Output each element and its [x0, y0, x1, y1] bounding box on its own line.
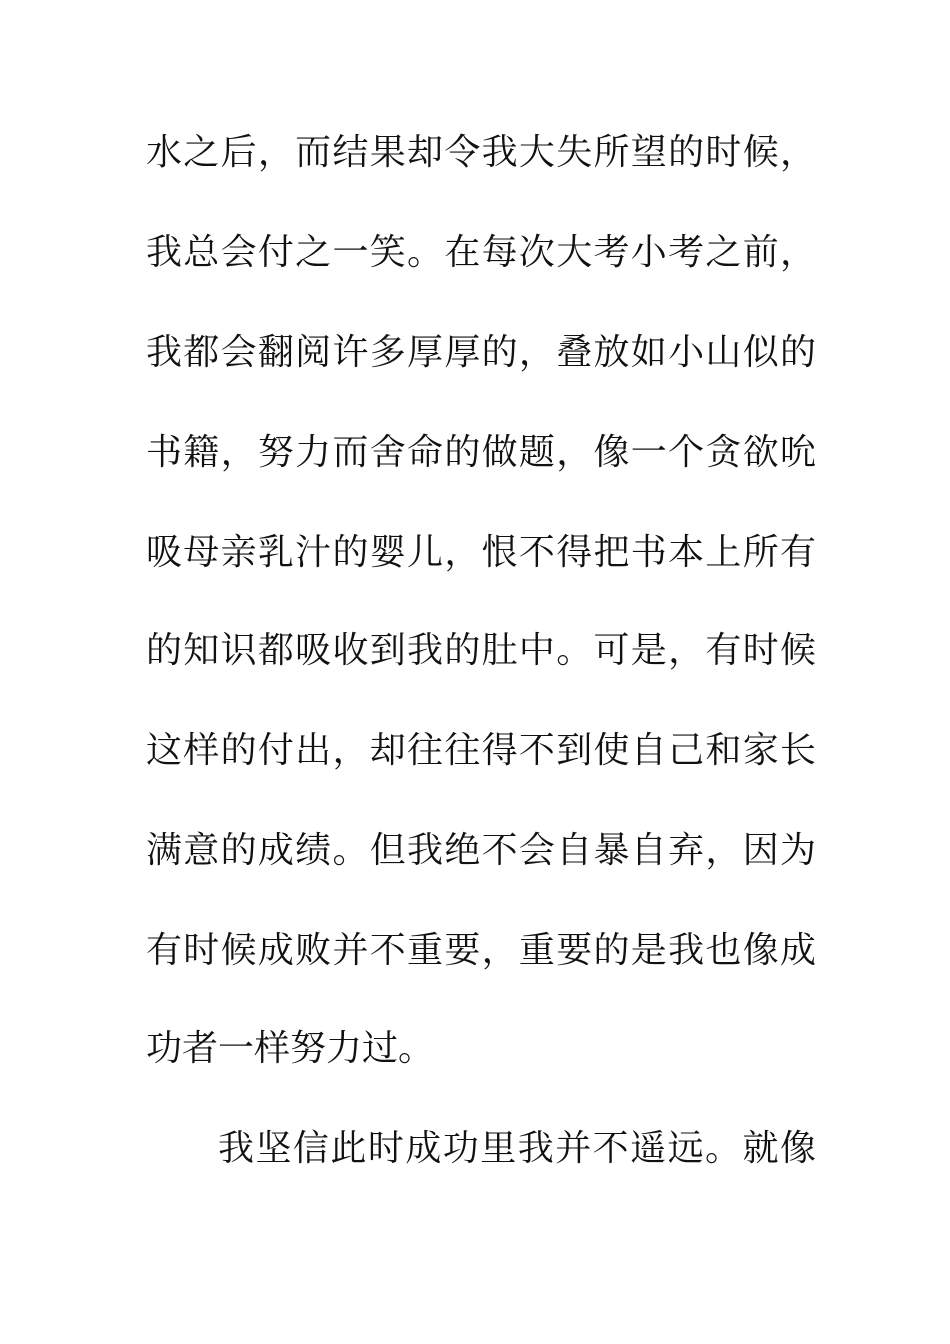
text-line-3: 我都会翻阅许多厚厚的，叠放如小山似的 [146, 332, 816, 373]
text-line-8: 满意的成绩。但我绝不会自暴自弃，因为 [146, 830, 816, 871]
text-line-7: 这样的付出，却往往得不到使自己和家长 [146, 730, 816, 771]
text-line-9: 有时候成败并不重要，重要的是我也像成 [146, 930, 816, 971]
text-line-4: 书籍，努力而舍命的做题，像一个贪欲吮 [146, 432, 816, 473]
text-line-10: 功者一样努力过。 [146, 1028, 435, 1069]
text-line-1: 水之后，而结果却令我大失所望的时候， [146, 132, 816, 173]
text-line-11: 我坚信此时成功里我并不遥远。就像 [218, 1128, 816, 1169]
text-line-5: 吸母亲乳汁的婴儿，恨不得把书本上所有 [146, 532, 816, 573]
text-line-2: 我总会付之一笑。在每次大考小考之前， [146, 232, 816, 273]
text-line-6: 的知识都吸收到我的肚中。可是，有时候 [146, 630, 816, 671]
